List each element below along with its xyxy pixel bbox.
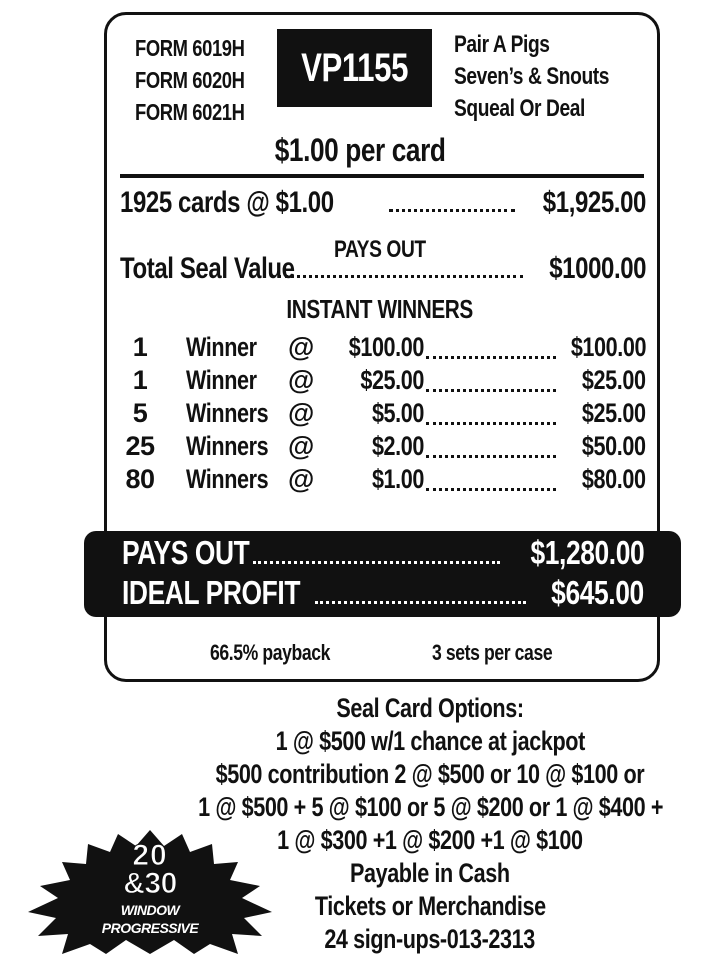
seal-value-amount: $1000.00	[549, 252, 646, 285]
price-per-card: $1.00 per card	[274, 132, 446, 168]
seal-value-row	[120, 252, 646, 286]
winner-row	[124, 365, 646, 398]
dot-leader	[315, 601, 527, 604]
at-sign: @	[288, 431, 314, 461]
options-line: $500 contribution 2 @ $500 or 10 @ $100 or	[215, 759, 645, 789]
at-sign: @	[288, 464, 314, 494]
dot-leader	[426, 488, 556, 491]
badge-line-2: &30	[123, 867, 177, 900]
badge-line-4: PROGRESSIVE	[101, 920, 199, 936]
at-sign: @	[288, 332, 314, 362]
badge-line-1: 20	[132, 839, 168, 872]
ideal-profit-amount: $645.00	[551, 574, 644, 611]
instant-winners-heading: INSTANT WINNERS	[286, 294, 474, 324]
winner-total: $80.00	[582, 464, 646, 494]
game-name: Pair A Pigs	[454, 31, 550, 58]
winner-prize: $1.00	[371, 464, 424, 494]
winner-prize: $100.00	[348, 332, 424, 362]
product-code: VP1155	[301, 45, 408, 90]
badge-text	[24, 830, 276, 954]
pays-out-amount: $1,280.00	[530, 534, 644, 571]
product-code-box	[277, 29, 432, 107]
winner-word: Winners	[186, 431, 269, 461]
payback-text: 66.5% payback	[210, 640, 331, 665]
badge-line-3: WINDOW	[120, 902, 180, 918]
winner-qty: 25	[125, 431, 155, 461]
dot-leader	[426, 422, 556, 425]
winner-row	[124, 464, 646, 497]
dot-leader	[426, 356, 556, 359]
dot-leader	[426, 389, 556, 392]
options-line: 24 sign-ups-013-2313	[324, 924, 536, 954]
winner-total: $25.00	[582, 365, 646, 395]
options-line: Payable in Cash	[350, 858, 510, 888]
form-number: FORM 6021H	[135, 99, 245, 125]
options-line: Tickets or Merchandise	[314, 891, 546, 921]
winner-word: Winner	[186, 332, 257, 362]
cards-label: 1925 cards @ $1.00	[120, 186, 334, 219]
winner-qty: 1	[132, 365, 148, 395]
ideal-profit-label: IDEAL PROFIT	[122, 574, 301, 611]
divider	[120, 174, 644, 178]
winner-row	[124, 332, 646, 365]
winner-qty: 1	[132, 332, 148, 362]
winner-total: $50.00	[582, 431, 646, 461]
winner-row	[124, 398, 646, 431]
dot-leader	[389, 209, 515, 212]
form-number: FORM 6020H	[135, 67, 245, 93]
form-number: FORM 6019H	[135, 35, 245, 61]
form-numbers	[135, 32, 272, 128]
ideal-profit-row	[122, 574, 644, 612]
winner-prize: $5.00	[371, 398, 424, 428]
pays-out-caption: PAYS OUT	[334, 236, 426, 263]
winner-qty: 5	[132, 398, 148, 428]
winner-prize: $25.00	[360, 365, 424, 395]
winner-word: Winners	[186, 464, 269, 494]
game-name: Squeal Or Deal	[454, 95, 585, 122]
options-line: Seal Card Options:	[336, 693, 524, 723]
dot-leader	[253, 561, 499, 564]
options-line: 1 @ $500 w/1 chance at jackpot	[275, 726, 585, 756]
dot-leader	[278, 275, 523, 278]
game-names	[454, 29, 648, 125]
winner-total: $100.00	[570, 332, 646, 362]
sets-per-case-text: 3 sets per case	[432, 640, 553, 665]
pays-out-row	[122, 534, 644, 572]
cards-row	[120, 186, 646, 220]
cards-amount: $1,925.00	[542, 186, 646, 219]
winner-prize: $2.00	[371, 431, 424, 461]
seal-value-label: Total Seal Value	[120, 252, 295, 285]
winner-total: $25.00	[582, 398, 646, 428]
pays-out-label: PAYS OUT	[122, 534, 250, 571]
options-line: 1 @ $300 +1 @ $200 +1 @ $100	[277, 825, 583, 855]
options-line: 1 @ $500 + 5 @ $100 or 5 @ $200 or 1 @ $400 +	[198, 792, 664, 822]
at-sign: @	[288, 365, 314, 395]
dot-leader	[426, 455, 556, 458]
at-sign: @	[288, 398, 314, 428]
winner-qty: 80	[125, 464, 155, 494]
winner-row	[124, 431, 646, 464]
game-name: Seven’s & Snouts	[454, 63, 610, 90]
winner-word: Winner	[186, 365, 257, 395]
winner-word: Winners	[186, 398, 269, 428]
